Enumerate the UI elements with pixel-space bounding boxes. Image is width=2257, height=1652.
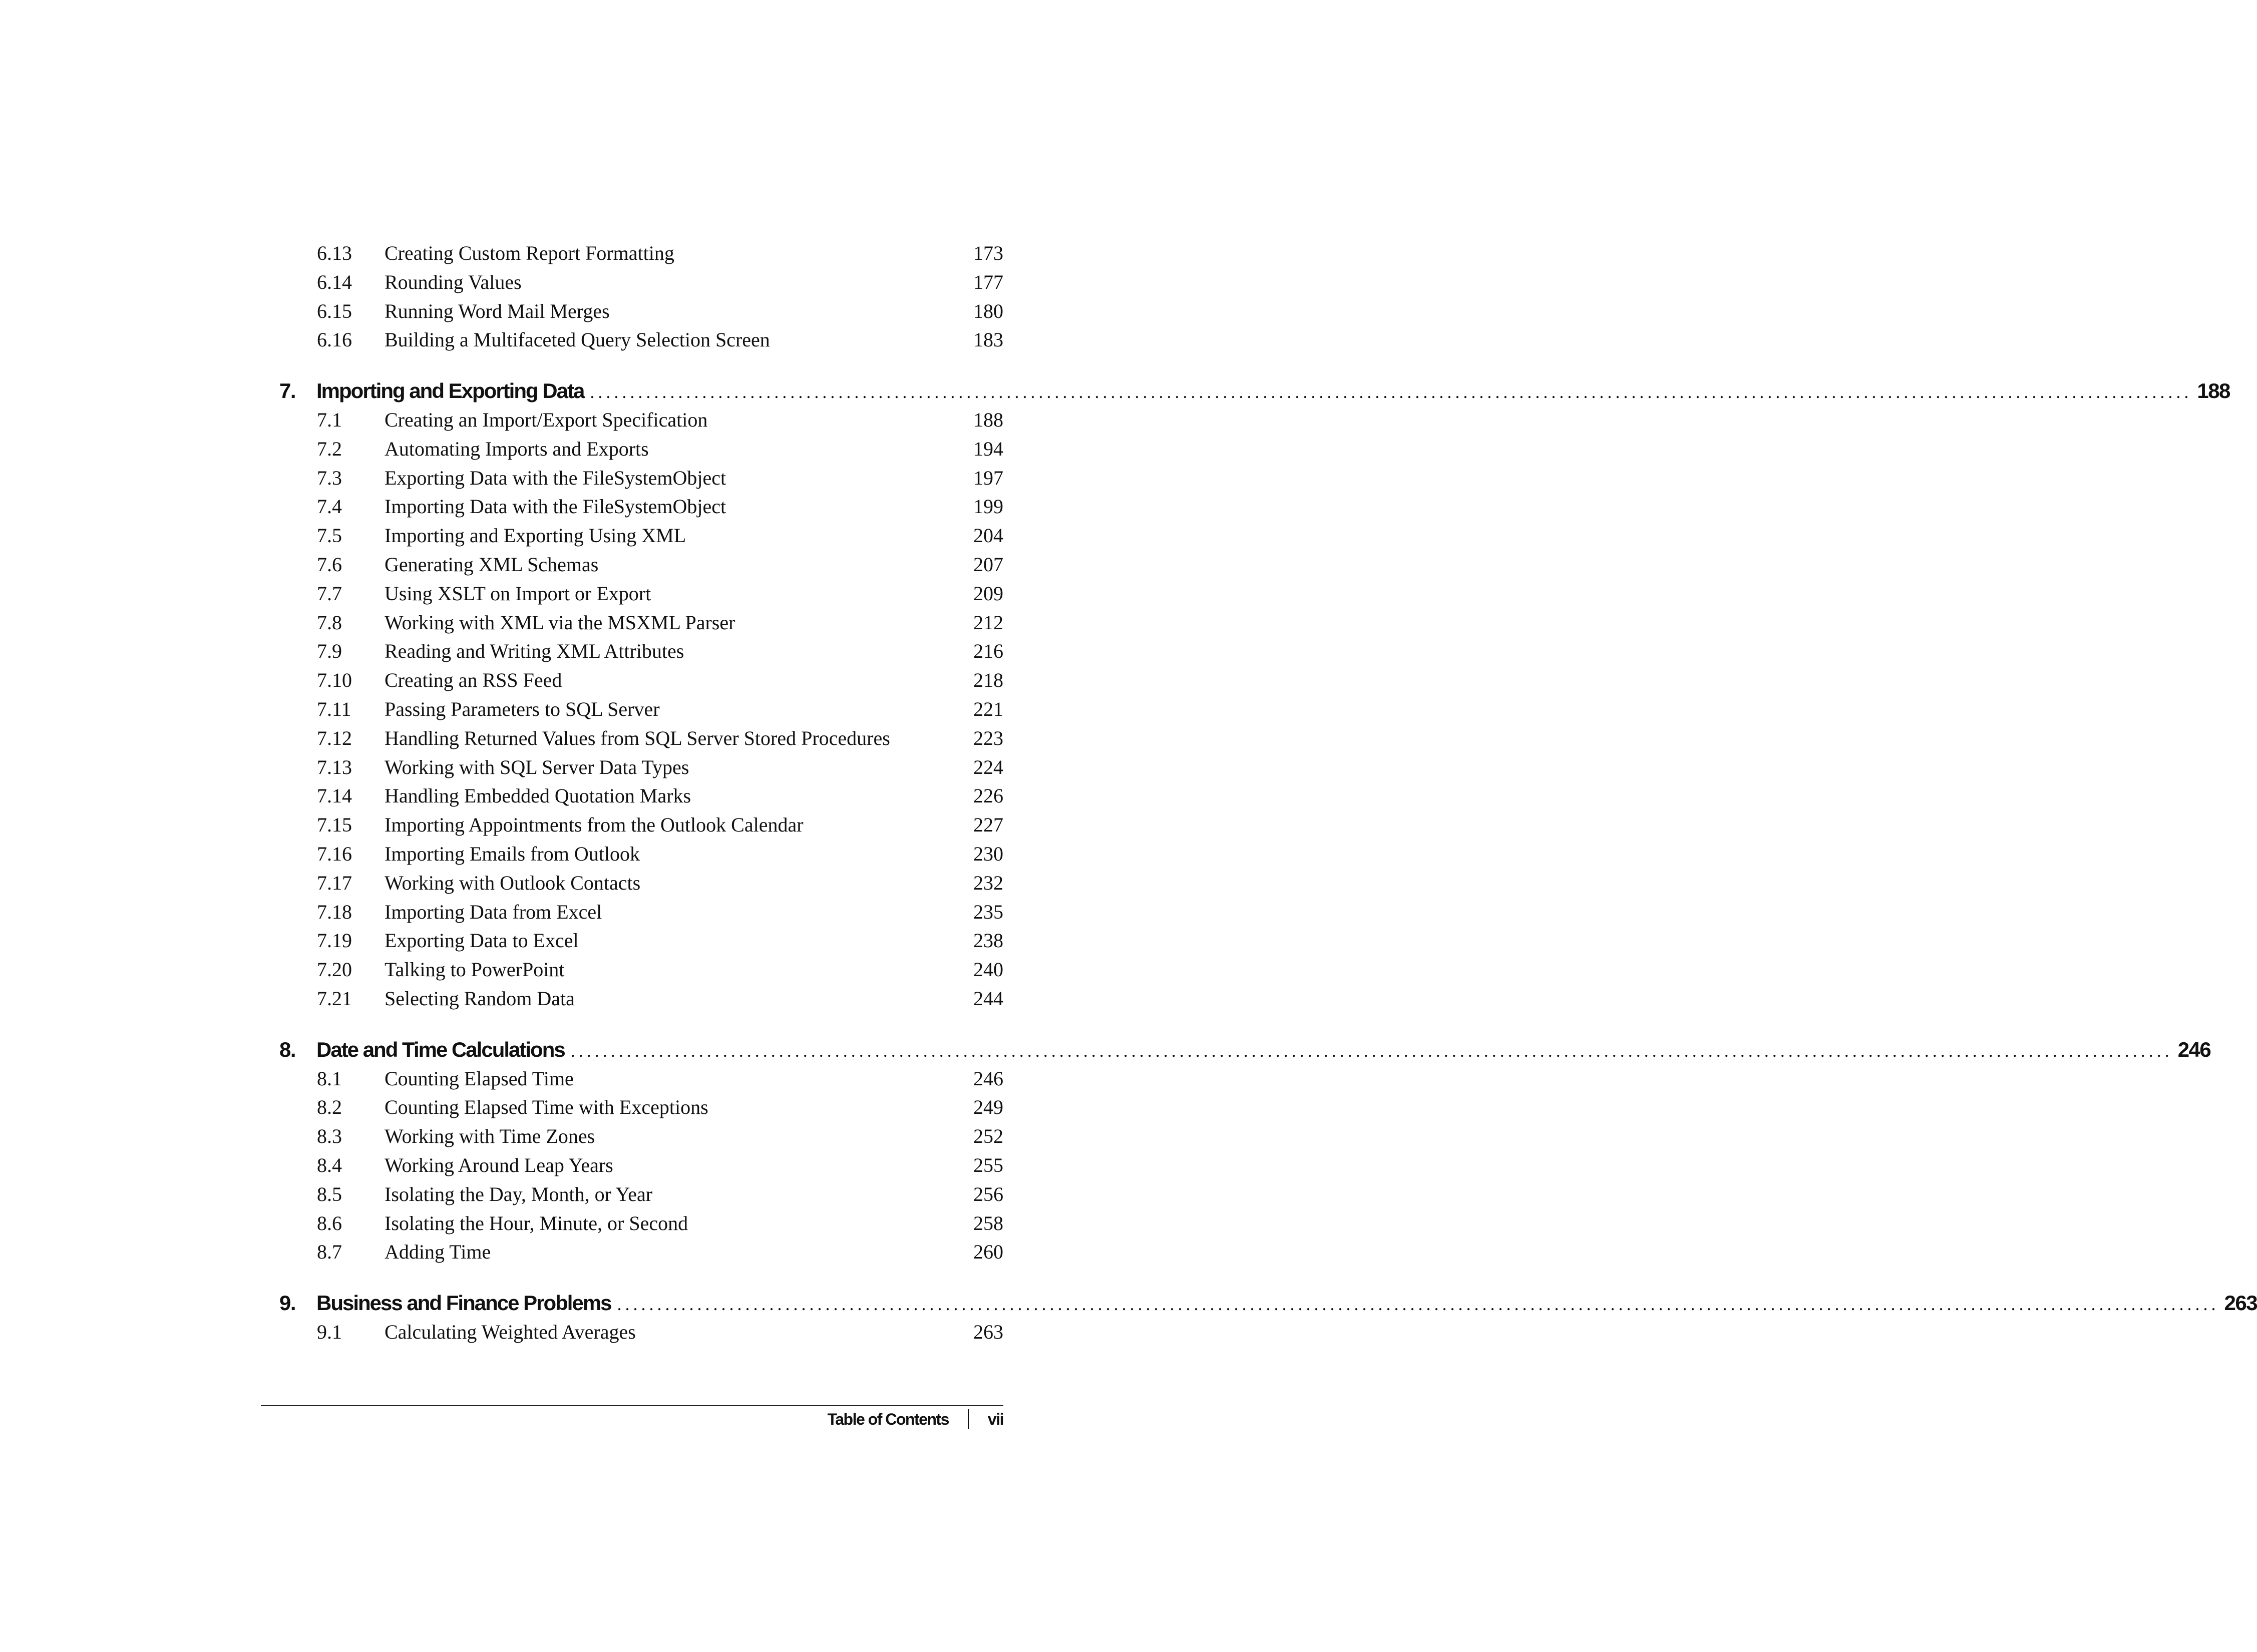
section-number: 7.1 (317, 408, 342, 431)
section-entry[interactable] (0, 695, 1277, 724)
section-page: 256 (973, 1182, 1003, 1205)
section-entry[interactable] (0, 984, 1277, 1013)
section-number: 8.5 (317, 1182, 342, 1205)
section-title[interactable]: Working with XML via the MSXML Parser (385, 611, 735, 634)
section-number: 7.7 (317, 582, 342, 605)
section-number: 8.6 (317, 1211, 342, 1234)
chapter-number: 8. (279, 1037, 296, 1061)
section-page: 221 (973, 697, 1003, 720)
section-title[interactable]: Building a Multifaceted Query Selection Screen (385, 328, 770, 351)
section-number: 8.2 (317, 1096, 342, 1119)
section-title[interactable]: Using XSLT on Import or Export (385, 582, 651, 605)
section-page: 240 (973, 958, 1003, 981)
section-page: 177 (973, 270, 1003, 293)
section-title[interactable]: Exporting Data to Excel (385, 929, 579, 952)
section-title[interactable]: Running Word Mail Merges (385, 299, 610, 322)
chapter-entry[interactable] (0, 1289, 2257, 1318)
section-number: 7.21 (317, 987, 352, 1010)
section-title[interactable]: Importing Data from Excel (385, 900, 602, 923)
section-number: 7.6 (317, 553, 342, 576)
section-title[interactable]: Working with Time Zones (385, 1125, 595, 1148)
section-number: 7.20 (317, 958, 352, 981)
page-footer (828, 1409, 1003, 1429)
dot-leader: ........................................................................................................................................................................................................ (617, 1294, 2219, 1315)
section-title[interactable]: Creating an Import/Export Specification (385, 408, 708, 431)
section-number: 7.13 (317, 755, 352, 778)
section-title[interactable]: Counting Elapsed Time (385, 1067, 574, 1090)
section-page: 216 (973, 640, 1003, 663)
section-number: 7.14 (317, 784, 352, 807)
section-page: 194 (973, 437, 1003, 460)
section-entry[interactable] (0, 268, 1277, 297)
section-title[interactable]: Importing and Exporting Using XML (385, 524, 686, 547)
footer-separator (968, 1409, 969, 1429)
chapter-line (316, 1035, 2211, 1066)
section-page: 212 (973, 611, 1003, 634)
section-page: 238 (973, 929, 1003, 952)
section-title[interactable]: Creating Custom Report Formatting (385, 242, 674, 264)
section-number: 7.16 (317, 842, 352, 865)
section-entry[interactable] (0, 637, 1277, 666)
chapter-line (316, 1289, 2257, 1319)
section-number: 7.12 (317, 726, 352, 749)
section-entry[interactable] (0, 869, 1277, 898)
section-title[interactable]: Handling Embedded Quotation Marks (385, 784, 691, 807)
chapter-line (316, 376, 2230, 407)
section-number: 6.13 (317, 242, 352, 264)
section-title[interactable]: Generating XML Schemas (385, 553, 599, 576)
section-title[interactable]: Talking to PowerPoint (385, 958, 565, 981)
section-entry[interactable] (0, 753, 1277, 782)
section-number: 9.1 (317, 1320, 342, 1343)
section-page: 255 (973, 1153, 1003, 1176)
section-entry[interactable] (0, 1093, 1277, 1122)
section-title[interactable]: Rounding Values (385, 270, 522, 293)
section-page: 224 (973, 755, 1003, 778)
section-title[interactable]: Calculating Weighted Averages (385, 1320, 636, 1343)
section-number: 7.19 (317, 929, 352, 952)
section-number: 7.4 (317, 495, 342, 518)
section-number: 7.3 (317, 466, 342, 489)
section-title[interactable]: Exporting Data with the FileSystemObject (385, 466, 726, 489)
section-number: 6.15 (317, 299, 352, 322)
section-page: 209 (973, 582, 1003, 605)
chapter-title[interactable]: Date and Time Calculations (316, 1037, 565, 1061)
section-entry[interactable] (0, 435, 1277, 464)
section-page: 204 (973, 524, 1003, 547)
section-page: 235 (973, 900, 1003, 923)
section-page: 246 (973, 1067, 1003, 1090)
section-entry[interactable] (0, 840, 1277, 869)
section-page: 180 (973, 299, 1003, 322)
section-title[interactable]: Counting Elapsed Time with Exceptions (385, 1096, 708, 1119)
section-title[interactable]: Reading and Writing XML Attributes (385, 640, 684, 663)
section-title[interactable]: Adding Time (385, 1241, 491, 1264)
section-entry[interactable] (0, 405, 1277, 435)
section-number: 7.9 (317, 640, 342, 663)
section-entry[interactable] (0, 492, 1277, 521)
section-page: 226 (973, 784, 1003, 807)
page-number: vii (987, 1410, 1003, 1428)
section-entry[interactable] (0, 239, 1277, 268)
footer-rule (261, 1405, 1003, 1406)
section-number: 8.7 (317, 1241, 342, 1264)
chapter-page: 263 (2224, 1291, 2257, 1315)
section-page: 218 (973, 669, 1003, 692)
chapter-page: 188 (2197, 379, 2230, 403)
section-entry[interactable] (0, 1122, 1277, 1151)
section-entry[interactable] (0, 550, 1277, 579)
section-entry[interactable] (0, 781, 1277, 810)
section-page: 199 (973, 495, 1003, 518)
section-title[interactable]: Creating an RSS Feed (385, 669, 562, 692)
chapter-page: 246 (2177, 1037, 2211, 1061)
section-page: 244 (973, 987, 1003, 1010)
section-number: 7.8 (317, 611, 342, 634)
section-number: 6.14 (317, 270, 352, 293)
section-title[interactable]: Working Around Leap Years (385, 1153, 613, 1176)
section-title[interactable]: Automating Imports and Exports (385, 437, 649, 460)
section-entry[interactable] (0, 579, 1277, 608)
section-number: 7.5 (317, 524, 342, 547)
section-number: 7.17 (317, 871, 352, 894)
section-title[interactable]: Working with SQL Server Data Types (385, 755, 689, 778)
section-entry[interactable] (0, 325, 1277, 354)
section-entry[interactable] (0, 297, 1277, 326)
section-title[interactable]: Isolating the Day, Month, or Year (385, 1182, 653, 1205)
section-number: 8.1 (317, 1067, 342, 1090)
section-number: 7.11 (317, 697, 351, 720)
section-page: 230 (973, 842, 1003, 865)
section-entry[interactable] (0, 608, 1277, 637)
section-entry[interactable] (0, 898, 1277, 927)
section-page: 207 (973, 553, 1003, 576)
section-page: 183 (973, 328, 1003, 351)
section-number: 8.4 (317, 1153, 342, 1176)
section-entry[interactable] (0, 810, 1277, 840)
chapter-title[interactable]: Importing and Exporting Data (316, 379, 584, 403)
section-entry[interactable] (0, 464, 1277, 493)
chapter-number: 9. (279, 1291, 296, 1315)
section-page: 173 (973, 242, 1003, 264)
section-entry[interactable] (0, 1318, 1277, 1347)
chapter-entry[interactable] (0, 1035, 2211, 1064)
table-of-contents (0, 239, 2257, 1347)
chapter-title[interactable]: Business and Finance Problems (316, 1291, 611, 1315)
section-number: 7.18 (317, 900, 352, 923)
section-page: 252 (973, 1125, 1003, 1148)
section-entry[interactable] (0, 1180, 1277, 1209)
section-title[interactable]: Selecting Random Data (385, 987, 575, 1010)
section-number: 6.16 (317, 328, 352, 351)
section-number: 8.3 (317, 1125, 342, 1148)
section-page: 197 (973, 466, 1003, 489)
section-page: 227 (973, 813, 1003, 837)
section-page: 258 (973, 1211, 1003, 1234)
section-number: 7.2 (317, 437, 342, 460)
section-title[interactable]: Importing Data with the FileSystemObject (385, 495, 726, 518)
dot-leader: ........................................................................................................................................................................................................ (570, 1040, 2173, 1061)
dot-leader: ........................................................................................................................................................................................................ (590, 382, 2192, 402)
section-entry[interactable] (0, 926, 1277, 955)
section-entry[interactable] (0, 724, 1277, 753)
section-entry[interactable] (0, 1064, 1277, 1093)
section-number: 7.15 (317, 813, 352, 837)
section-page: 223 (973, 726, 1003, 749)
section-page: 260 (973, 1241, 1003, 1264)
section-entry[interactable] (0, 1209, 1277, 1238)
footer-label: Table of Contents (827, 1410, 949, 1428)
section-entry[interactable] (0, 1151, 1277, 1180)
section-number: 7.10 (317, 669, 352, 692)
section-page: 188 (973, 408, 1003, 431)
section-title[interactable]: Importing Emails from Outlook (385, 842, 640, 865)
section-page: 232 (973, 871, 1003, 894)
chapter-number: 7. (279, 379, 296, 403)
section-title[interactable]: Importing Appointments from the Outlook Calendar (385, 813, 804, 837)
section-entry[interactable] (0, 666, 1277, 695)
chapter-entry[interactable] (0, 376, 2230, 405)
section-page: 249 (973, 1096, 1003, 1119)
section-title[interactable]: Working with Outlook Contacts (385, 871, 641, 894)
section-title[interactable]: Passing Parameters to SQL Server (385, 697, 660, 720)
section-entry[interactable] (0, 521, 1277, 550)
section-title[interactable]: Isolating the Hour, Minute, or Second (385, 1211, 688, 1234)
section-title[interactable]: Handling Returned Values from SQL Server Stored Procedures (385, 726, 890, 749)
section-entry[interactable] (0, 1237, 1277, 1267)
section-entry[interactable] (0, 955, 1277, 984)
section-page: 263 (973, 1320, 1003, 1343)
